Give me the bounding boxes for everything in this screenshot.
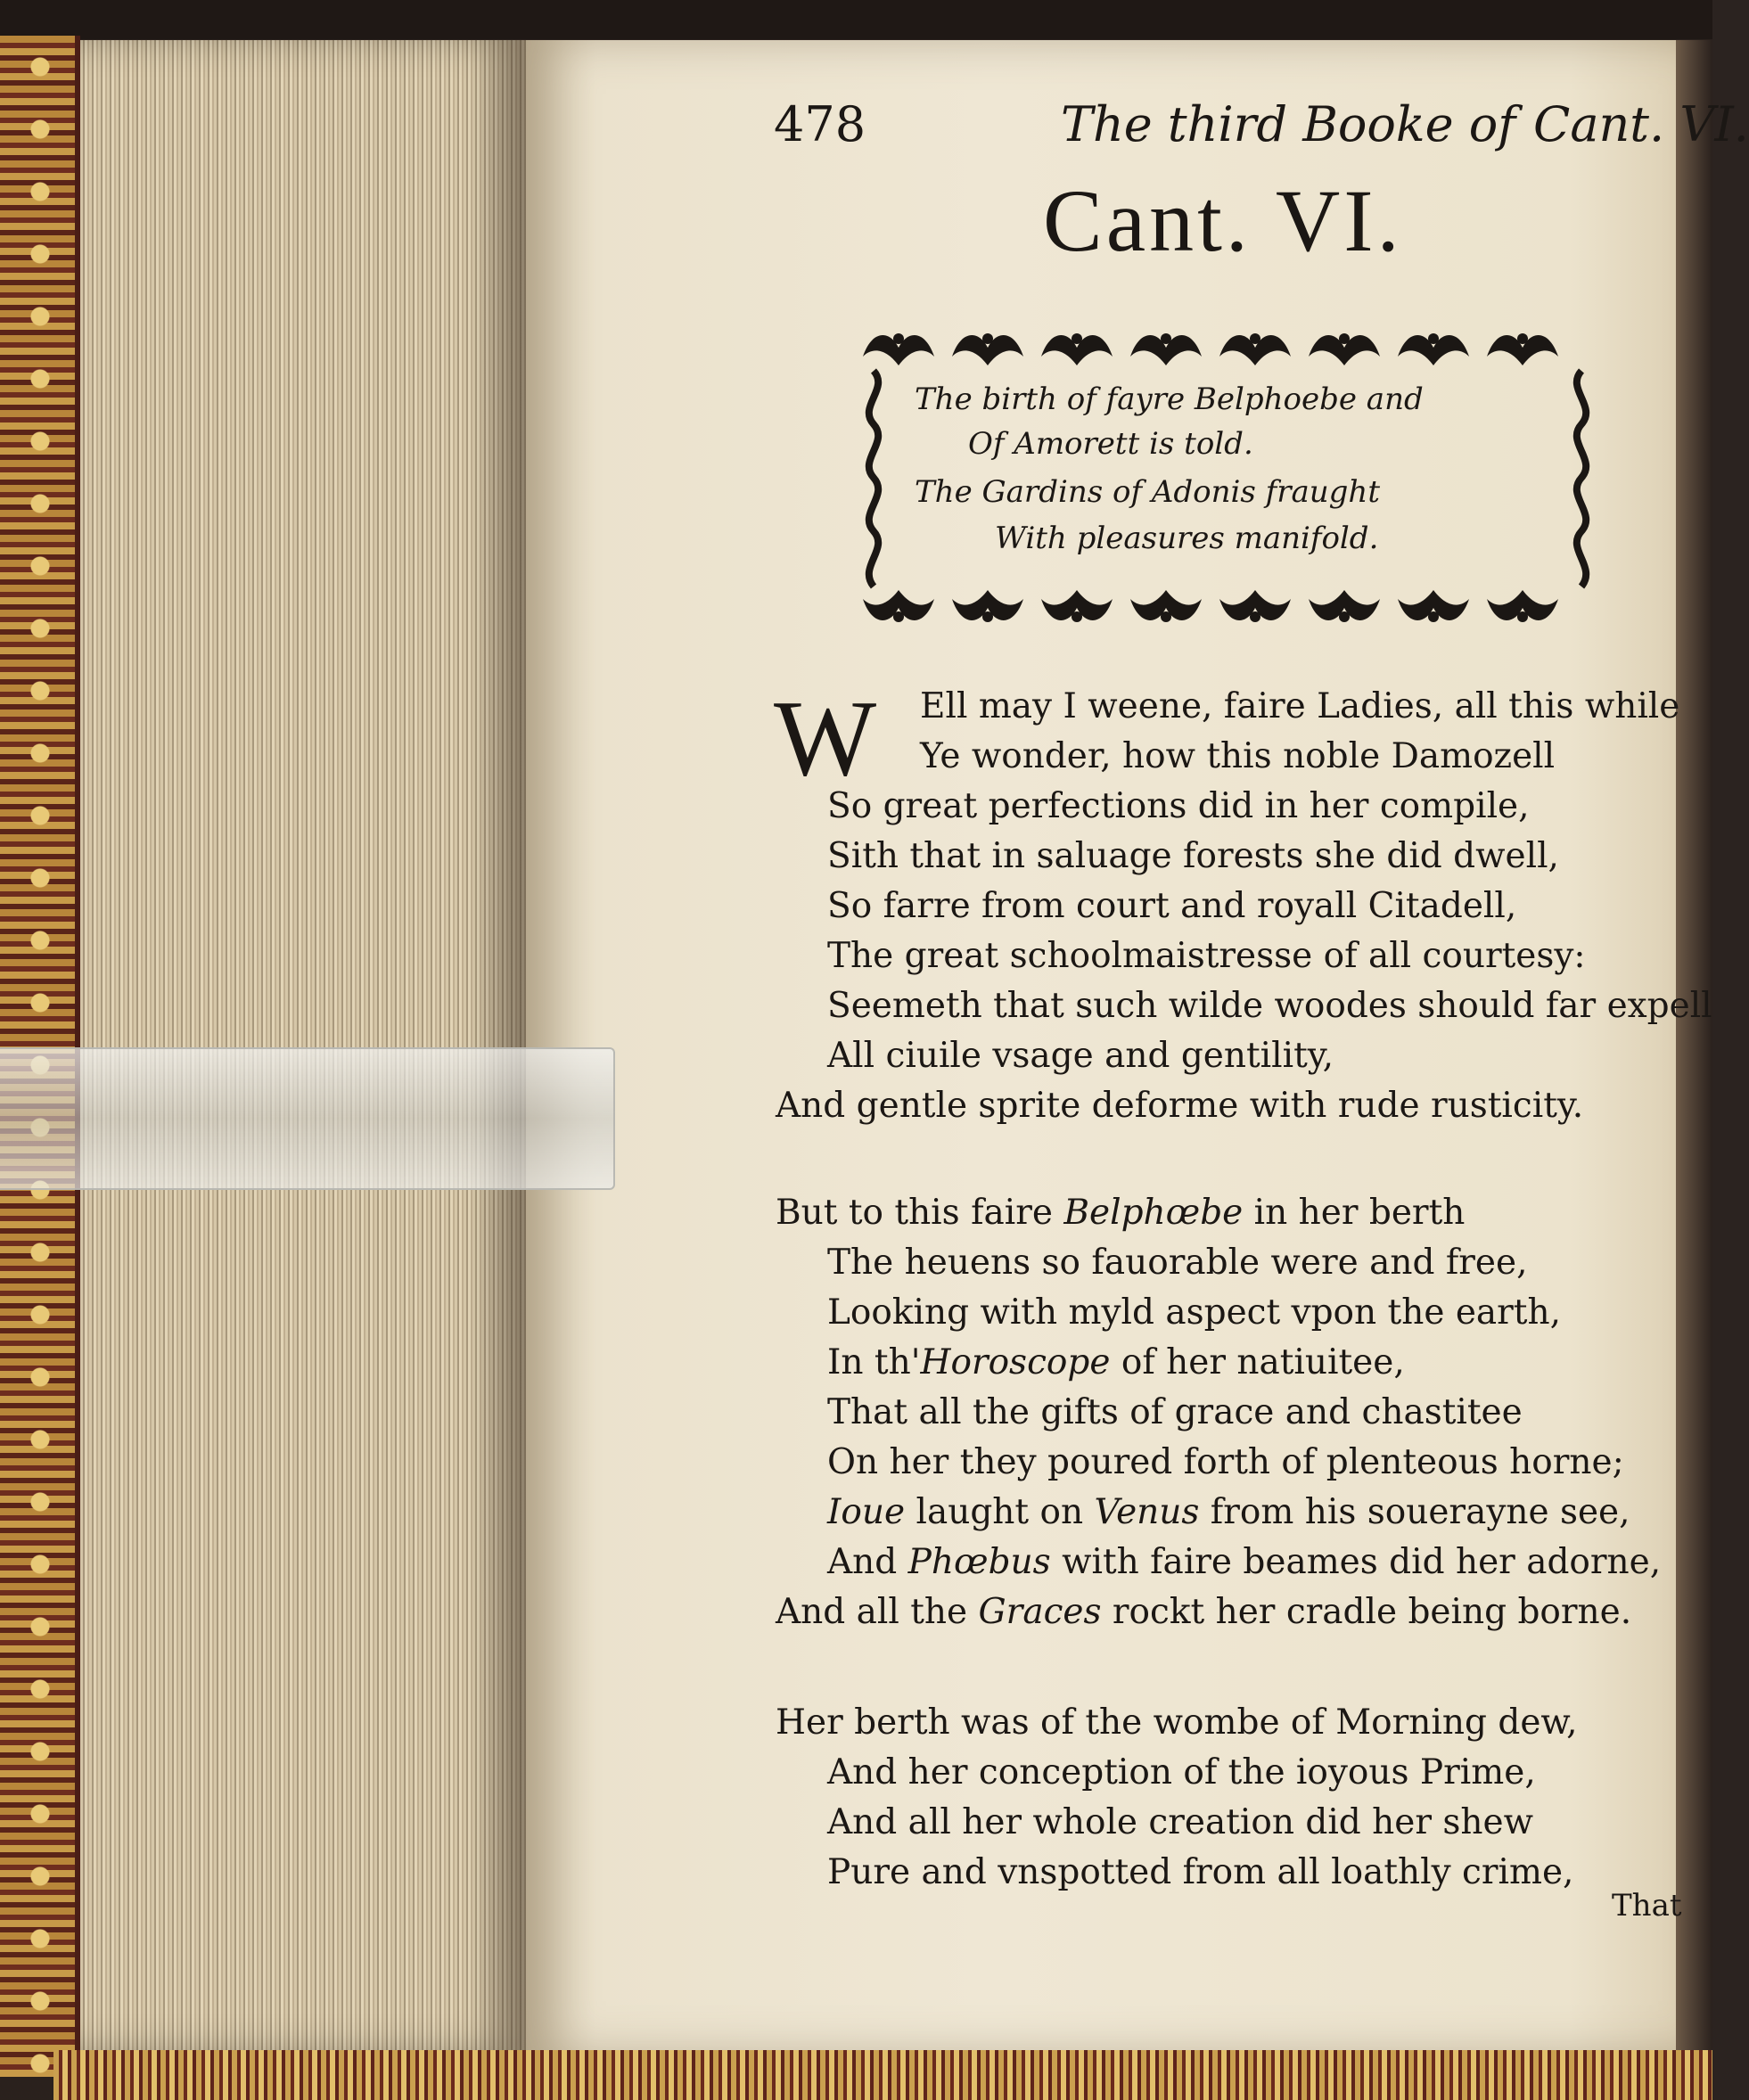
argument-box <box>854 317 1601 640</box>
running-title: The third Booke of <box>1061 96 1516 152</box>
verse-line <box>827 1542 1661 1582</box>
background-top <box>0 0 1712 39</box>
verse-line: Sith that in saluage forests she did dwell, <box>827 836 1559 876</box>
ornament-top-border <box>854 317 1601 373</box>
verse-italic: Phœbus <box>907 1542 1051 1582</box>
verse-line: Ye wonder, how this noble Damozell <box>920 736 1556 776</box>
ornament-bottom-border <box>854 585 1601 640</box>
verse-italic: Ioue <box>827 1492 906 1532</box>
verse-line: Her berth was of the wombe of Morning dew, <box>776 1702 1578 1743</box>
verse-line <box>776 1592 1631 1632</box>
verse-text: with faire beames did her adorne, <box>1050 1542 1662 1582</box>
ornament-right-border <box>1562 371 1601 587</box>
verse-line: On her they poured forth of plenteous horne; <box>827 1442 1624 1482</box>
verse-text: in her berth <box>1243 1193 1466 1233</box>
verse-line: Seemeth that such wilde woodes should far expell <box>827 986 1712 1026</box>
page-clip <box>0 1047 615 1190</box>
verse-line: All ciuile vsage and gentility, <box>827 1036 1334 1076</box>
verse-line: Looking with myld aspect vpon the earth, <box>827 1292 1561 1333</box>
verse-text: from his souerayne see, <box>1199 1492 1630 1532</box>
verse-line: And gentle sprite deforme with rude rusticity. <box>776 1086 1584 1126</box>
verse-text: In th' <box>827 1342 921 1382</box>
verse-line: So farre from court and royall Citadell, <box>827 886 1517 926</box>
verse-line: That all the gifts of grace and chastitee <box>827 1392 1523 1432</box>
verse-text: And <box>827 1542 908 1582</box>
verse-text: rockt her cradle being borne. <box>1101 1592 1632 1632</box>
verse-line <box>776 1193 1465 1233</box>
ornament-left-border <box>854 371 893 587</box>
verse-text: laught on <box>905 1492 1095 1532</box>
verse-italic: Graces <box>978 1592 1102 1632</box>
verse-line: The heuens so fauorable were and free, <box>827 1243 1528 1283</box>
verse-line: So great perfections did in her compile, <box>827 786 1530 826</box>
verse-line: And her conception of the ioyous Prime, <box>827 1752 1536 1792</box>
verse-italic: Belphœbe <box>1063 1193 1244 1233</box>
verse-line: Ell may I weene, faire Ladies, all this while <box>920 686 1680 726</box>
argument-line: With pleasures manifold. <box>995 521 1379 556</box>
verse-italic: Venus <box>1094 1492 1200 1532</box>
verse-line: And all her whole creation did her shew <box>827 1802 1533 1842</box>
argument-line: The birth of fayre Belphoebe and <box>915 381 1424 417</box>
catchword: That <box>1612 1888 1682 1924</box>
verse-italic: Horoscope <box>920 1342 1111 1382</box>
page-number: 478 <box>774 96 866 152</box>
canto-title: Cant. VI. <box>1043 171 1403 270</box>
argument-line: The Gardins of Adonis fraught <box>915 474 1380 510</box>
verse-line <box>827 1342 1405 1382</box>
running-canto: Cant. VI. <box>1533 96 1749 152</box>
gilded-binding-bottom <box>53 2050 1712 2100</box>
verse-line <box>827 1492 1630 1532</box>
verse-line: Pure and vnspotted from all loathly crime, <box>827 1852 1574 1892</box>
verse-text: But to this faire <box>776 1193 1064 1233</box>
argument-line: Of Amorett is told. <box>968 426 1253 462</box>
verse-line: The great schoolmaistresse of all courtesy: <box>827 936 1586 976</box>
page-fore-edge <box>80 40 526 2050</box>
verse-text: of her natiuitee, <box>1110 1342 1405 1382</box>
verse-text: And all the <box>776 1592 979 1632</box>
drop-cap: W <box>774 678 877 799</box>
page-right-shadow <box>1676 40 1712 2055</box>
